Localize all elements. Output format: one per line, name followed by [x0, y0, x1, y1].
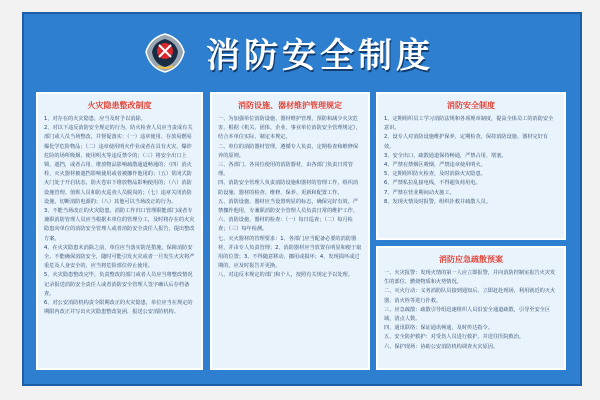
panel-paragraph: 4、在火灾隐患未消除之前，单位应当落实防范措施，保障消防安全。不能确保消防安全，随时可能引发火灾或者一旦发生火灾将严重危及人身安全的，应当将危险部位停止使用。 [44, 244, 195, 270]
panel-paragraph: 7、严禁在营业期间动火施工。 [384, 189, 455, 196]
panel-paragraph: 2、对以下违反消防安全规定的行为，防火检查人员应当责成有关部门或人员当场整改，并督促落实：（一）违章使用、存放易燃易爆化学危险物品；（二）违章使用明火作业或者在具有火灾、爆炸危险的场所吸烟、使用明火等违反禁令的；（三）将安全出口上锁、遮挡，或者占用、堆放物品影响疏散通道畅通的；（四）消火栓、灭火器材被遮挡影响使用或者被挪作他用的；（五）常闭式防火门处于开启状态，防火卷帘下堆放物品影响使用的；（六）消防设施管理、值班人员和防火巡查人员脱岗的；（七）违章关闭消防设施、切断消防电源的；（八）其他可以当场改正的行为。 [44, 125, 193, 205]
panel-fire-safety-rules [376, 92, 566, 240]
panel-paragraph: 六、消防设施、器材的检查：（一）每日巡查；（二）每月检查；（三）每年检测。 [218, 217, 353, 233]
panel-paragraph: 5、火灾隐患整改完毕，负责整改的部门或者人员应当将整改情况记录报送消防安全责任人或者消防安全管理人签字确认后存档备查。 [44, 272, 193, 297]
panel-paragraph: 二、单位的消防器材管理，遵循专人负责，定期检查和维修保养的原则。 [218, 143, 359, 159]
panel-body [378, 115, 564, 207]
panel-body [212, 115, 368, 281]
panel-paragraph: 8、发现火情及时报警，组织扑救并疏散人员。 [384, 198, 492, 205]
panel-title: 消防应急疏散预案 [439, 255, 503, 264]
panel-paragraph: 6、严禁私拉乱接电线，不得超负荷用电。 [384, 180, 481, 187]
panel-title: 消防安全制度 [447, 101, 495, 110]
panel-paragraph: 一、火灾报警：发现火情的第一人应立即报警，并向消防控制室报告火灾发生的部位、燃烧物质和火势情况。 [384, 270, 556, 286]
panel-paragraph: 五、安全防护救护：对受伤人员进行救护，并送往医院救治。 [384, 334, 525, 341]
panel-paragraph: 四、消防安全管理人负责消防设施和器材的管理工作，组织消防设施、器材的检查、维修、保养、更新和配置工作。 [218, 180, 359, 196]
panel-title: 消防设施、器材维护管理规定 [238, 101, 342, 110]
panel-paragraph: 3、安全出口、疏散通道保持畅通，严禁占用、堵塞。 [384, 152, 507, 159]
panel-paragraph: 2、设专人对消防设施维护保养，定期检查，保持消防设施、器材完好有效。 [384, 134, 549, 150]
board-title: 消防安全制度 [206, 36, 434, 76]
panel-emergency-evacuation [376, 246, 566, 370]
panel-body [38, 115, 201, 317]
panel-paragraph: 3、不能当场改正的火灾隐患，消防工作归口管理职能部门或者专兼职消防管理人员应当根据本单位的管理分工，及时将存在的火灾隐患向单位的消防安全管理人或者消防安全责任人报告，提出整改方案。 [44, 208, 195, 242]
safety-board [22, 12, 582, 386]
panel-paragraph: 五、消防设施、器材应当设置明显的标志，确保完好有效，严禁挪作他用，专兼职消防安全管理人员负责日常的维护工作。 [218, 198, 359, 215]
panel-paragraph: 八、对违反本规定的部门和个人，按照有关规定予以处理。 [218, 272, 353, 279]
panel-hazard-rectification [36, 92, 203, 370]
panel-paragraph: 6、对公安消防机构责令限期改正的火灾隐患，单位应当在规定的期限内改正并写出火灾隐患整改复函，报送公安消防机构。 [44, 300, 193, 316]
panel-paragraph: 4、严禁在禁烟区吸烟，严禁违章使用明火。 [384, 162, 486, 169]
board-header [24, 14, 580, 86]
panel-paragraph: 1、对存在的火灾隐患，应当及时予以消除。 [44, 116, 146, 122]
panel-equipment-maintenance [210, 92, 370, 370]
panel-paragraph: 二、灭火行动：义务消防队员接到通知后，立即赶赴现场，利用就近的灭火器、消火栓等进行扑救。 [384, 288, 556, 304]
panel-title: 火灾隐患整改制度 [87, 101, 152, 110]
panel-paragraph: 三、各部门、各岗位使用的消防器材，由各部门负责日常管理。 [218, 162, 353, 178]
panel-paragraph: 一、为加强单位消防设施、器材维护管理，预防和减少火灾危害，根据《机关、团体、企业、事业单位消防安全管理规定》，结合本单位实际，制定本规定。 [218, 116, 361, 141]
panel-paragraph: 5、定期组织防火检查，及时消除火灾隐患。 [384, 171, 486, 178]
panel-paragraph: 七、灭火器材的管理要求：1、各部门应当配备必要的消防器材，并由专人负责管理；2、消防器材应当放置在明显和便于取用的位置；3、不得随意移动、挪用或损坏；4、发现损坏或过期的，应及时报告并更换。 [218, 235, 362, 270]
panel-paragraph: 1、定期组织员工学习消防法规和各项规章制度，提高全体员工的消防安全意识。 [384, 116, 554, 132]
panel-paragraph: 六、保护现场：协助公安消防机构调查火灾原因。 [384, 343, 499, 350]
panel-paragraph: 三、应急疏散：疏散引导组迅速组织人员沿安全通道疏散，引导至安全区域，清点人数。 [384, 306, 551, 323]
panel-body [378, 269, 564, 352]
panel-paragraph: 四、通讯联络：保证通讯畅通，及时传达指令。 [384, 325, 493, 332]
fire-badge-icon [142, 30, 188, 74]
